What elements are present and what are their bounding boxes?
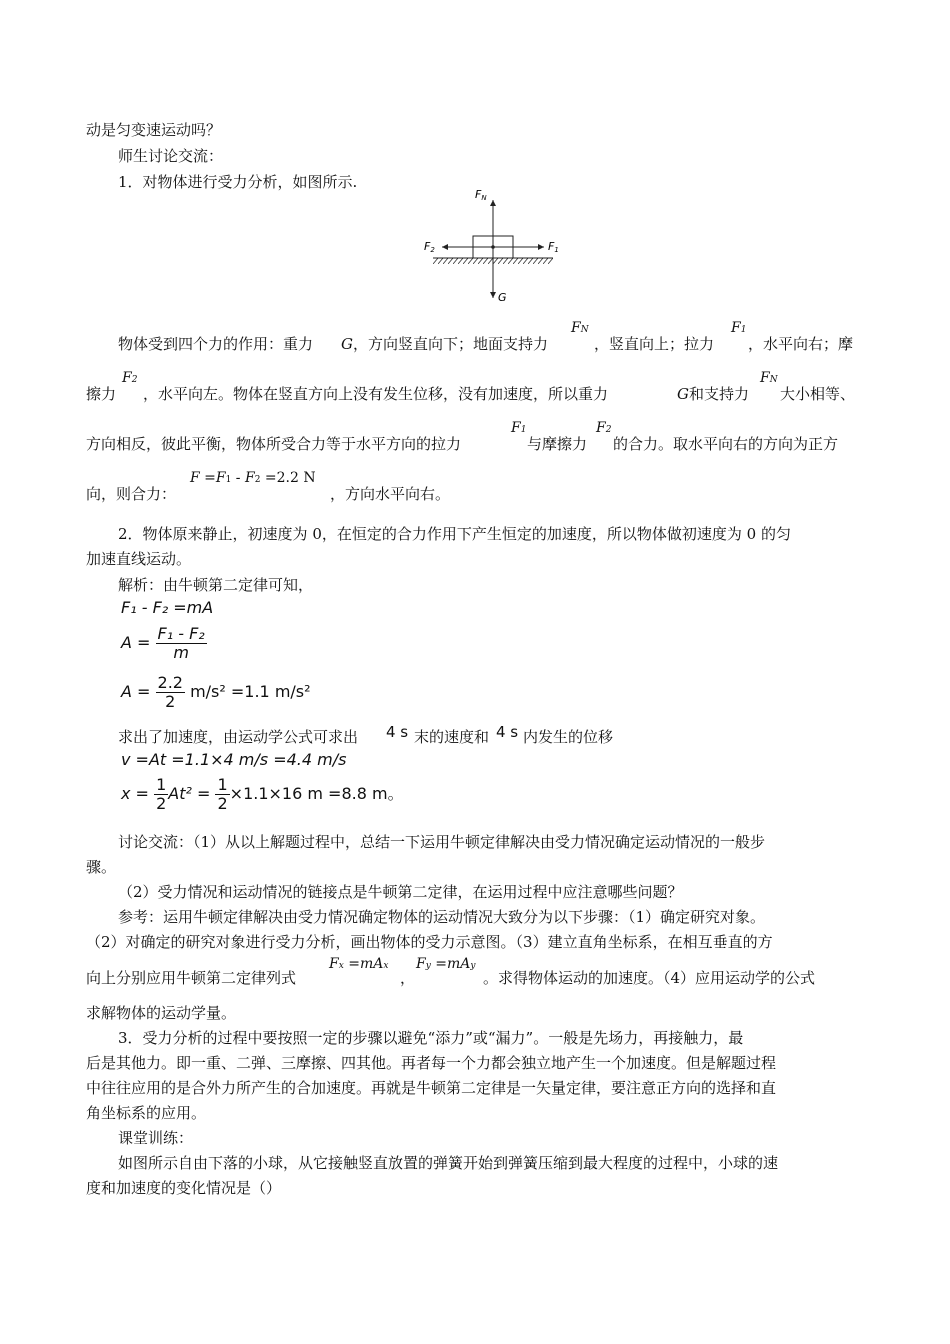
- text-line: （2）受力情况和运动情况的链接点是牛顿第二定律，在运用过程中应注意哪些问题？: [118, 883, 683, 901]
- symbol-F1: F1: [731, 320, 747, 336]
- label-F2: F: [424, 240, 431, 253]
- equation-1: F₁ - F₂ =mA: [121, 598, 214, 617]
- text-line: 内发生的位移: [523, 728, 614, 746]
- text-line: 加速直线运动。: [86, 550, 192, 568]
- symbol-FN: FN: [571, 320, 589, 336]
- text-line: 求出了加速度，由运动学公式可求出: [118, 728, 359, 746]
- text-line: 课堂训练：: [118, 1129, 194, 1147]
- text-line: 擦力: [86, 385, 117, 403]
- symbol-F1: F1: [511, 420, 527, 436]
- text-line: 。求得物体运动的加速度。（4）应用运动学的公式: [483, 969, 816, 987]
- text-line: 大小相等、: [780, 385, 856, 403]
- text-line: 中往往应用的是合外力所产生的合加速度。再就是牛顿第二定律是一矢量定律，要注意正方向的选择和直: [86, 1079, 777, 1097]
- equation-5: x = $\frac{1}{2}$ At² = $\frac{1}{2}$ ×1.1×16 m =8.8 m。: [121, 775, 404, 813]
- svg-text:F1: F1: [548, 240, 559, 254]
- value-4s: 4 s: [496, 723, 519, 741]
- text-line: 如图所示自由下落的小球，从它接触竖直放置的弹簧开始到弹簧压缩到最大程度的过程中，小球的速: [118, 1154, 779, 1172]
- symbol-FN: FN: [760, 370, 778, 386]
- svg-text:FN: FN: [475, 188, 487, 202]
- symbol-F2: F2: [122, 370, 138, 386]
- equation-3: A = $\frac{2.2}{2}$ m/s² =1.1 m/s²: [121, 673, 311, 711]
- text-line: 末的速度和: [414, 728, 490, 746]
- equation-net-force: F =F1 - F2 =2.2 N: [190, 470, 316, 486]
- text-line: 1．对物体进行受力分析，如图所示.: [118, 173, 358, 191]
- equation-Fx: Fx =mAx: [329, 956, 389, 972]
- text-line: 解析：由牛顿第二定律可知，: [118, 576, 314, 594]
- symbol-G: G: [677, 385, 689, 403]
- text-line: ，水平向右；摩: [748, 335, 854, 353]
- symbol-G: G: [341, 335, 353, 353]
- symbol-F2: F2: [596, 420, 612, 436]
- text-line: 度和加速度的变化情况是（）: [86, 1179, 282, 1197]
- text-line: ，方向水平向右。: [330, 485, 451, 503]
- text-line: 物体受到四个力的作用：重力: [118, 335, 314, 353]
- text-line: （2）对确定的研究对象进行受力分析，画出物体的受力示意图。（3）建立直角坐标系，在相互垂直的方: [86, 933, 773, 951]
- equation-Fy: Fy =mAy: [416, 956, 476, 972]
- text-line: 向，则合力：: [86, 485, 177, 503]
- text-line: 3．受力分析的过程中要按照一定的步骤以避免“添力”或“漏力”。一般是先场力，再接触力，最: [118, 1029, 744, 1047]
- value-4s: 4 s: [386, 723, 409, 741]
- text-line: 参考：运用牛顿定律解决由受力情况确定物体的运动情况大致分为以下步骤：（1）确定研究对象。: [118, 908, 766, 926]
- equation-4: v =At =1.1×4 m/s =4.4 m/s: [121, 750, 347, 769]
- equation-2: A = $\frac{\text{F₁ - F₂}}{m}$: [121, 624, 205, 662]
- text-line: 师生讨论交流：: [118, 147, 224, 165]
- text-line: 角坐标系的应用。: [86, 1104, 207, 1122]
- text-line: 求解物体的运动学量。: [86, 1004, 237, 1022]
- svg-text:F2: F2: [424, 240, 435, 254]
- text-line: ，竖直向上；拉力: [594, 335, 715, 353]
- text-line: 2．物体原来静止，初速度为 0，在恒定的合力作用下产生恒定的加速度，所以物体做初速度为 0 的匀: [118, 525, 791, 543]
- text-line: 讨论交流：（1）从以上解题过程中，总结一下运用牛顿定律解决由受力情况确定运动情况的一般步: [118, 833, 766, 851]
- text-line: ，水平向左。物体在竖直方向上没有发生位移，没有加速度，所以重力: [143, 385, 609, 403]
- label-G: G: [498, 291, 507, 304]
- text-line: 动是匀变速运动吗？: [86, 121, 222, 139]
- text-line: 的合力。取水平向右的方向为正方: [613, 435, 839, 453]
- text-line: 方向相反，彼此平衡，物体所受合力等于水平方向的拉力: [86, 435, 462, 453]
- text-line: ，方向竖直向下；地面支持力: [353, 335, 549, 353]
- text-line: 与摩擦力: [527, 435, 588, 453]
- text-line: 向上分别应用牛顿第二定律列式: [86, 969, 297, 987]
- text-line: 骤。: [86, 858, 117, 876]
- text-line: ，: [400, 969, 416, 987]
- label-F1: F: [548, 240, 555, 253]
- text-line: 后是其他力。即一重、二弹、三摩擦、四其他。再者每一个力都会独立地产生一个加速度。但是解题过程: [86, 1054, 777, 1072]
- label-FN: F: [475, 188, 482, 201]
- force-diagram: [418, 186, 568, 308]
- text-line: 和支持力: [689, 385, 750, 403]
